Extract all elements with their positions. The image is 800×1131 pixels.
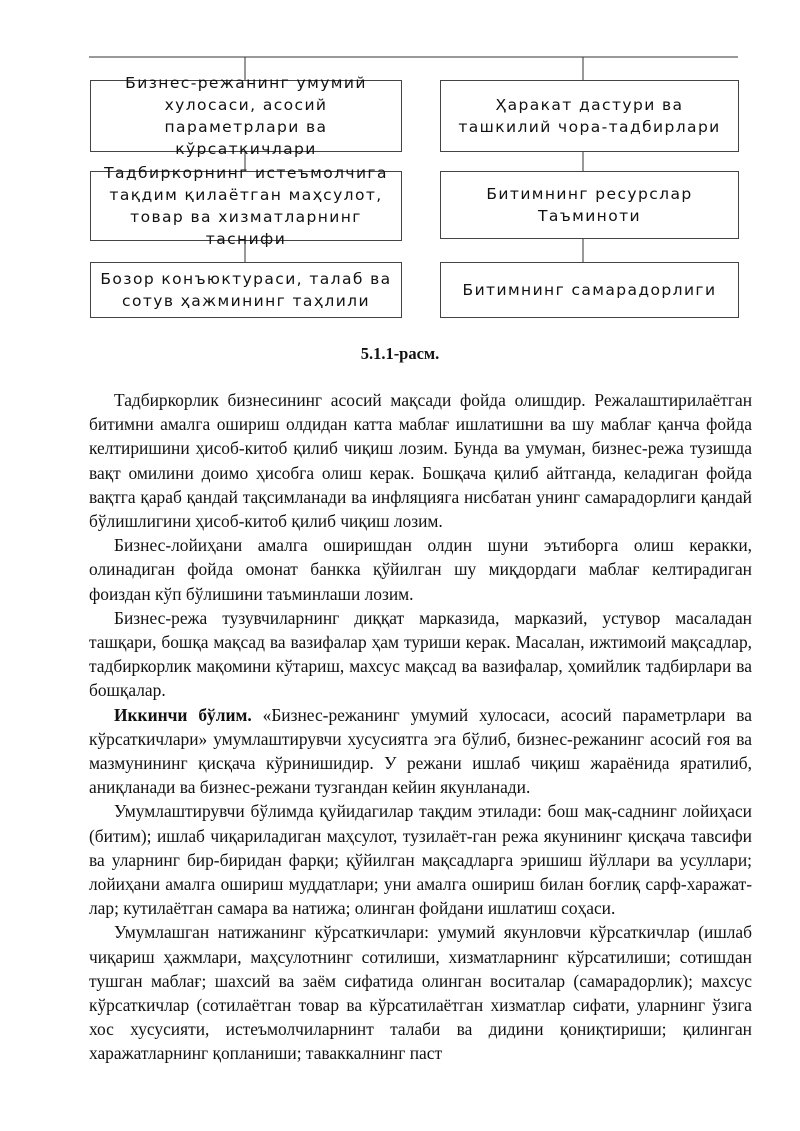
right-box-action-plan-text: Ҳаракат дастури ва ташкилий чора-тадбирлари <box>458 96 721 136</box>
body-text <box>89 388 752 1066</box>
paragraph-6: Умумлашган натижанинг кўрсаткичлари: умумий якунловчи кўрсаткичлар (ишлаб чиқариш ҳажмлари, маҳсулотнинг сотилиши, хизматларнинг кўрсатилиши; сотишдан тушган маблағ; шахсий ва заём сифатида олинган воситалар (самарадорлик); махсус кўрсаткичлар (сотилаётган товар ва кўрсатилаётган хизматлар сифати, уларнинг ўзига хос хусусияти, истеъмолчиларнинт талаби ва дидини қониқтириши; қилинган харажатларнинг қопланиши; таваккалнинг паст <box>89 922 752 1064</box>
paragraph-2: Бизнес-лойиҳани амалга оширишдан олдин шуни эътиборга олиш керакки, олинадиган фойда омонат банкка қўйилган шу миқдордаги маблағ келтирадиган фоиздан кўп бўлишини таъминлаши лозим. <box>89 535 752 604</box>
left-box-products <box>90 164 402 248</box>
right-box-resources-text: Битимнинг ресурслар Таъминоти <box>486 185 693 225</box>
paragraph-3: Бизнес-режа тузувчиларнинг диққат марказида, марказий, устувор масаладан ташқари, бошқа мақсад ва вазифалар ҳам туриши керак. Масалан, ижтимоий мақсадлар, тадбиркорлик мақомини кўтариш, махсус мақсад ва вазифалар, ҳомийлик тадбирлари ва бошқалар. <box>89 607 752 701</box>
left-box-market-text: Бозор конъюктураси, талаб ва сотув ҳажмининг таҳлили <box>100 270 392 310</box>
figure-caption: 5.1.1-расм. <box>360 344 440 363</box>
left-box-products-text: Тадбиркорнинг истеъмолчига тақдим қилаётган маҳсулот, товар ва хизматларнинг таснифи <box>104 164 388 248</box>
left-box-summary <box>90 74 402 158</box>
paragraph-5: Умумлаштирувчи бўлимда қуйидагилар тақдим этилади: бош мақ-саднинг лойиҳаси (битим); ишлаб чиқариладиган маҳсулот, тузилаёт-ган режа якунининг қисқача тавсифи ва уларнинг бир-биридан фарқи; қўйилган мақсадларга эришиш йўллари ва усуллари; лойиҳани амалга ошириш муддатлари; уни амалга ошириш билан боғлиқ сарф-харажат-лар; кутилаётган самара ва натижа; олинган фойдани ишлатиш соҳаси. <box>89 801 752 919</box>
paragraph-4: Иккинчи бўлим. «Бизнес-режанинг умумий хулосаси, асосий параметрлари ва кўрсаткичлари» умумлаштирувчи хусусиятга эга бўлиб, бизнес-режанинг асосий ғоя ва мазмунининг қисқача кўринишидир. У режани ишлаб чиқиш жараёнида яратилиб, аниқланади ва бизнес-режани тузгандан кейин якунланади. <box>89 704 752 798</box>
right-box-action-plan <box>440 80 739 152</box>
right-box-efficiency <box>440 262 739 318</box>
left-box-market <box>90 262 402 318</box>
paragraph-1: Тадбиркорлик бизнесининг асосий мақсади фойда олишдир. Режалаштирилаётган битимни амалга ошириш олдидан катта маблағ ишлатишни ва шу маблағ қанча фойда келтиришини ҳисоб-китоб қилиб чиқиш лозим. Бунда ва умуман, бизнес-режа тузишда вақт омилини доимо ҳисобга олиш керак. Бошқача қилиб айтганда, келадиган фойда вақтга қараб қандай тақсимланади ва инфляцияга нисбатан унинг самарадорлиги қандай бўлишлигини ҳисоб-китоб қилиб чиқиш лозим. <box>89 390 752 532</box>
right-box-resources <box>440 171 739 239</box>
right-box-efficiency-text: Битимнинг самарадорлиги <box>462 281 717 299</box>
left-box-summary-text: Бизнес-режанинг умумий хулосаси, асосий параметрлари ва кўрсаткичлари <box>125 74 367 158</box>
section-heading: Иккинчи бўлим. <box>114 704 252 725</box>
